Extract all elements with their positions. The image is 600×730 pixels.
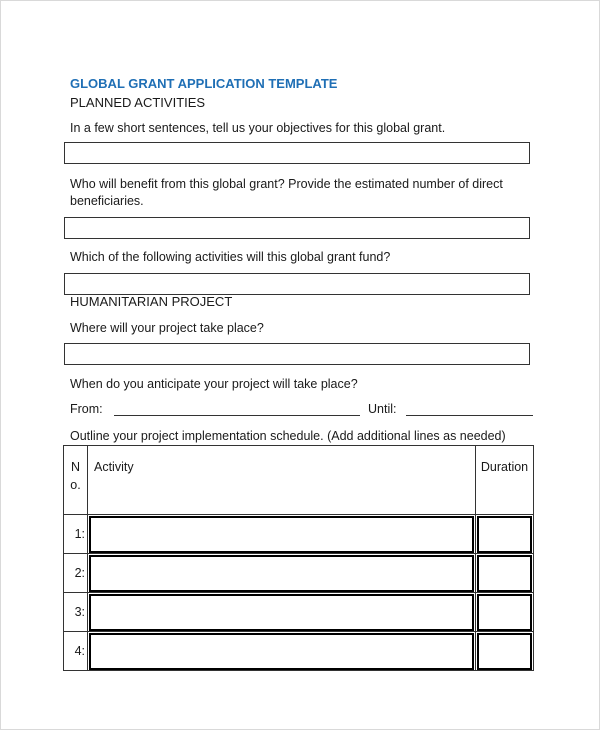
duration-input[interactable] [477,555,532,592]
duration-input[interactable] [477,594,532,631]
document-title: GLOBAL GRANT APPLICATION TEMPLATE [70,76,338,91]
activity-input[interactable] [89,555,474,592]
section-heading-humanitarian: HUMANITARIAN PROJECT [70,294,233,309]
column-header-number-line1: N [70,460,81,474]
table-row [64,632,534,671]
activity-input[interactable] [89,594,474,631]
until-date-field[interactable] [406,415,533,416]
column-header-number [64,446,88,515]
location-input[interactable] [64,343,530,365]
question-objectives: In a few short sentences, tell us your objectives for this global grant. [70,121,446,135]
beneficiaries-input[interactable] [64,217,530,239]
question-schedule: Outline your project implementation schedule. (Add additional lines as needed) [70,429,506,443]
activities-input[interactable] [64,273,530,295]
until-label: Until: [368,402,397,416]
section-heading-planned-activities: PLANNED ACTIVITIES [70,95,206,110]
question-beneficiaries-line1: Who will benefit from this global grant? Provide the estimated number of direct [70,177,503,191]
objectives-input[interactable] [64,142,530,164]
table-row [64,554,534,593]
table-row [64,515,534,554]
question-location: Where will your project take place? [70,321,264,335]
from-date-field[interactable] [114,415,360,416]
column-header-number-line2: o. [70,478,81,492]
table-row [64,593,534,632]
question-beneficiaries-line2: beneficiaries. [70,194,144,208]
column-header-duration: Duration [476,446,534,515]
question-when: When do you anticipate your project will take place? [70,377,358,391]
column-header-activity: Activity [88,446,476,515]
duration-input[interactable] [477,516,532,553]
schedule-table [63,445,534,671]
row-number: 4: [64,632,88,671]
question-activities: Which of the following activities will this global grant fund? [70,250,391,264]
activity-input[interactable] [89,516,474,553]
from-label: From: [70,402,103,416]
row-number: 3: [64,593,88,632]
row-number: 2: [64,554,88,593]
duration-input[interactable] [477,633,532,670]
activity-input[interactable] [89,633,474,670]
row-number: 1: [64,515,88,554]
schedule-header-row [64,446,534,515]
